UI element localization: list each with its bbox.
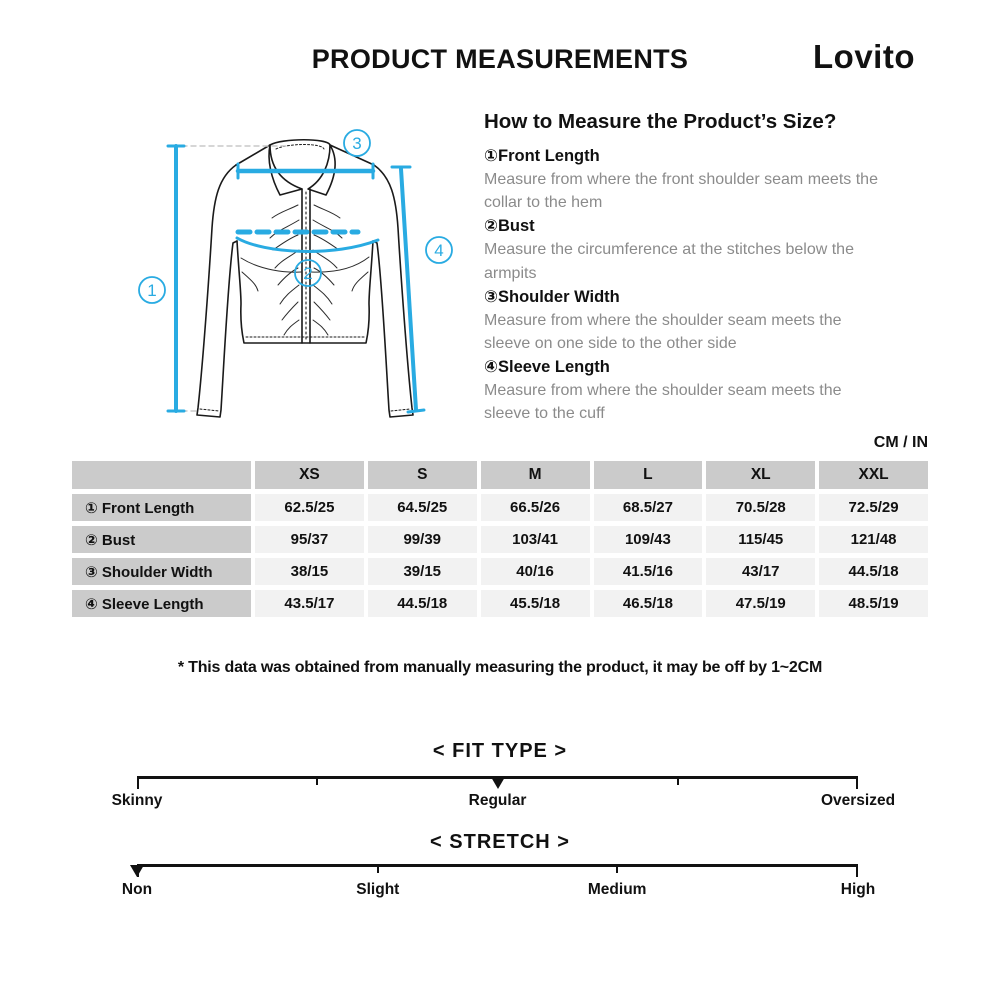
stretch-label-medium: Medium	[587, 881, 647, 898]
how-to-item-front-length	[484, 144, 896, 214]
table-cell: 47.5/19	[706, 590, 815, 617]
units-label: CM / IN	[873, 434, 928, 451]
table-cell: 44.5/18	[819, 558, 928, 585]
scale-tick	[377, 864, 379, 873]
annotation-number-3	[344, 130, 370, 156]
item-number: ④	[484, 358, 498, 377]
table-cell: 43/17	[706, 558, 815, 585]
table-cell: 38/15	[255, 558, 364, 585]
table-cell: 39/15	[368, 558, 477, 585]
column-header-s: S	[368, 461, 477, 489]
item-title: Sleeve Length	[497, 358, 610, 377]
table-cell: 46.5/18	[594, 590, 703, 617]
stretch-heading: < STRETCH >	[430, 831, 570, 853]
item-number: ③	[484, 287, 498, 306]
scale-tick	[316, 776, 318, 785]
annotation-number-2	[295, 260, 321, 286]
page-title: PRODUCT MEASUREMENTS	[311, 44, 689, 74]
table-cell: 95/37	[255, 526, 364, 553]
fit-type-heading: < FIT TYPE >	[432, 740, 568, 762]
table-cell: 45.5/18	[481, 590, 590, 617]
how-to-item-sleeve-length	[484, 355, 896, 425]
how-to-item-shoulder-width	[484, 285, 896, 355]
how-to-item-bust	[484, 214, 896, 284]
table-cell: 41.5/16	[594, 558, 703, 585]
table-cell: 48.5/19	[819, 590, 928, 617]
item-title: Front Length	[497, 147, 600, 165]
table-cell: 109/43	[594, 526, 703, 553]
table-cell: 103/41	[481, 526, 590, 553]
column-header-l: L	[594, 461, 703, 489]
stretch-scale-line	[137, 864, 858, 867]
scale-tick	[856, 864, 858, 877]
leader-dashes	[182, 146, 286, 411]
column-header-xl: XL	[706, 461, 815, 489]
size-table	[72, 461, 928, 617]
measurement-disclaimer: * This data was obtained from manually measuring the product, it may be off by 1~2CM	[177, 659, 823, 676]
table-cell: 40/16	[481, 558, 590, 585]
stretch-label-high: High	[840, 881, 876, 898]
scale-tick	[616, 864, 618, 873]
table-cell: 70.5/28	[706, 494, 815, 521]
item-number: ②	[484, 217, 498, 236]
item-description: Measure the circumference at the stitches below the armpits	[484, 241, 854, 282]
item-title: Bust	[497, 217, 535, 236]
svg-text:2: 2	[303, 264, 313, 283]
scale-tick	[856, 776, 858, 789]
how-to-section	[484, 109, 896, 426]
table-cell: 121/48	[819, 526, 928, 553]
table-cell: 64.5/25	[368, 494, 477, 521]
table-cell: 62.5/25	[255, 494, 364, 521]
annotation-number-1	[139, 277, 165, 303]
scale-tick	[677, 776, 679, 785]
stretch-label-slight: Slight	[356, 881, 400, 898]
annotation-number-4	[426, 237, 452, 263]
column-header-xs: XS	[255, 461, 364, 489]
row-label-sleeve-length: ④ Sleeve Length	[72, 590, 251, 617]
item-description: Measure from where the shoulder seam meets the sleeve to the cuff	[484, 382, 842, 423]
stretch-label-non: Non	[121, 881, 153, 898]
table-cell: 68.5/27	[594, 494, 703, 521]
item-title: Shoulder Width	[497, 287, 620, 306]
row-label-bust: ② Bust	[72, 526, 251, 553]
svg-text:4: 4	[434, 241, 444, 260]
column-header-m: M	[481, 461, 590, 489]
fit-type-scale-line	[137, 776, 858, 779]
svg-text:1: 1	[147, 281, 157, 300]
fit-type-marker-icon	[491, 777, 505, 789]
how-to-heading: How to Measure the Product’s Size?	[484, 110, 837, 133]
brand-logo: Lovito	[813, 38, 915, 75]
table-cell: 66.5/26	[481, 494, 590, 521]
column-header-xxl: XXL	[819, 461, 928, 489]
scale-tick	[137, 776, 139, 789]
item-description: Measure from where the front shoulder seam meets the collar to the hem	[484, 171, 878, 212]
item-description: Measure from where the shoulder seam meets the sleeve on one side to the other side	[484, 311, 842, 353]
fit-label-skinny: Skinny	[111, 792, 163, 809]
table-cell: 99/39	[368, 526, 477, 553]
stretch-marker-icon	[130, 865, 144, 877]
fit-label-oversized: Oversized	[820, 792, 896, 809]
stretch-labels	[121, 881, 876, 901]
garment-measurement-diagram	[120, 110, 470, 430]
row-label-shoulder-width: ③ Shoulder Width	[72, 558, 251, 585]
fit-label-regular: Regular	[468, 792, 527, 809]
table-cell: 115/45	[706, 526, 815, 553]
table-cell: 44.5/18	[368, 590, 477, 617]
row-label-front-length: ① Front Length	[72, 494, 251, 521]
fit-type-labels	[111, 792, 896, 812]
table-cell: 43.5/17	[255, 590, 364, 617]
table-cell: 72.5/29	[819, 494, 928, 521]
item-number: ①	[484, 147, 498, 165]
table-corner-cell	[72, 461, 251, 489]
svg-text:3: 3	[352, 134, 362, 153]
